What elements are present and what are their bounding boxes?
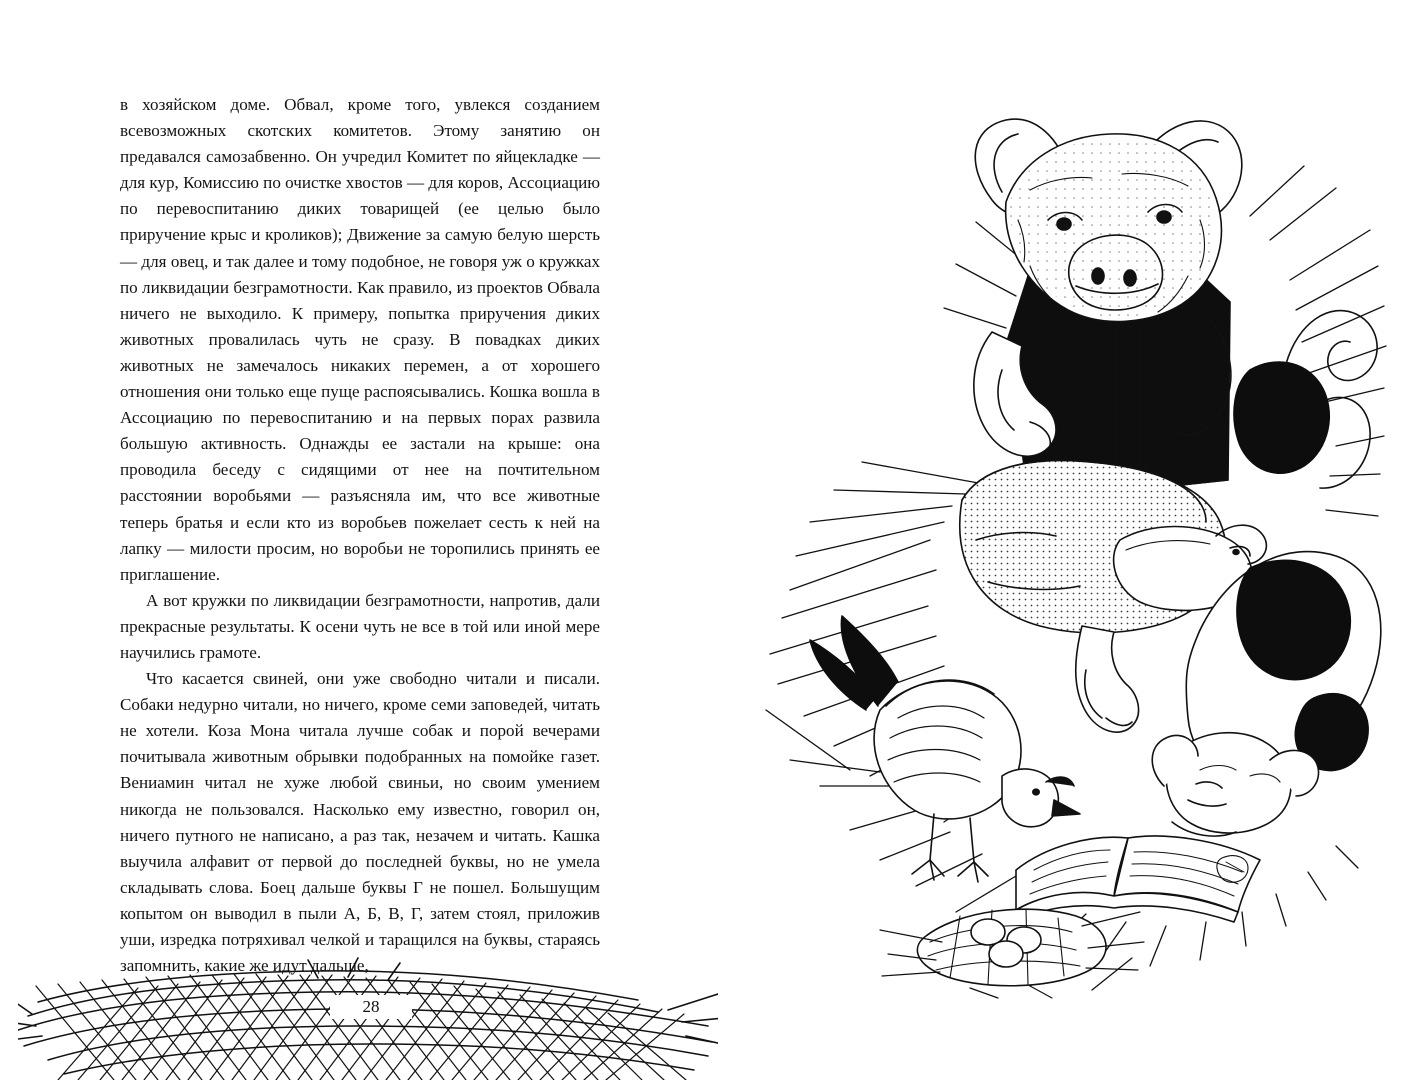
paragraph-2: А вот кружки по ликвидации безграмотности, напротив, дали прекрасные результаты. К осени чуть не все в той или иной мере научились грамоте. xyxy=(120,590,600,662)
pig-reading-illustration xyxy=(730,70,1390,1000)
paragraph-1: в хозяйском доме. Обвал, кроме того, увлекся созданием всевозможных скотских комитетов. Этому занятию он предавался самозабвенно. Он учредил Комитет по яйцекладке — для кур, Комиссию по очистке хвостов — для коров, Ассоциацию по перевоспитанию диких товарищей (ее целью было приручение крыс и кроликов); Движение за самую белую шерсть — для овец, и так далее и тому подобное, не говоря уж о кружках по ликвидации безграмотности. Как правило, из проектов Обвала ничего не выходило. К примеру, попытка приручения диких животных провалилась чуть не сразу. В повадках диких животных не замечалось никаких перемен, а от хорошего отношения они только еще пуще распоясывались. Кошка вошла в Ассоциацию по перевоспитанию и на первых порах развила большую активность. Однажды ее застали на крыше: она проводила беседу с сидящими от нее на почтительном расстоянии воробьями — разъясняла им, что все животные теперь братья и если кто из воробьев пожелает сесть к ней на лапку — милости просим, но воробьи не торопились принять ее приглашение. xyxy=(120,95,600,584)
page-number: 28 xyxy=(330,995,412,1019)
paragraph-3: Что касается свиней, они уже свободно читали и писали. Собаки недурно читали, но ничего, кроме семи заповедей, читать не хотели. Коза Мона читала лучше собак и порой вечерами почитывала животным обрывки подобранных на помойке газет. Вениамин читал не хуже любой свиньи, но своим умением никогда не пользовался. Насколько ему известно, говорил он, ничего путного не написано, а раз так, незачем и читать. Кашка выучила алфавит от первой до последней буквы, но не умела складывать слова. Боец дальше буквы Г не пошел. Большущим копытом он выводил в пыли А, Б, В, Г, затем стоял, приложив уши, изредка потряхивал челкой и таращился на буквы, стараясь запомнить, какие же идут дальше, xyxy=(120,669,600,976)
left-page-text-column xyxy=(120,92,600,979)
